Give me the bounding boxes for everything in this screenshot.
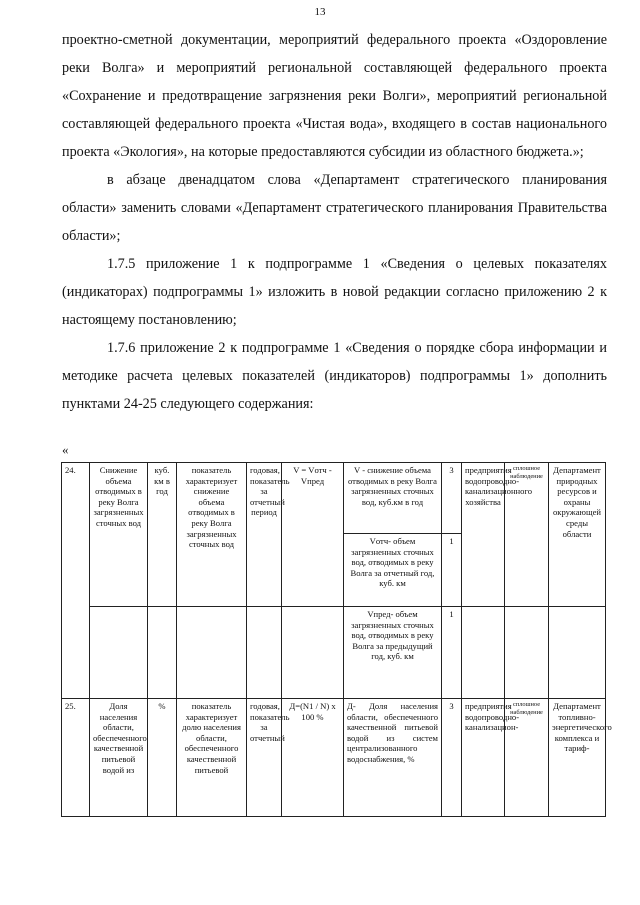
row25-name: Доля населения области, обеспеченного качественной питьевой водой из: [90, 699, 148, 817]
row25-definition: показатель характеризует долю населения области, обеспеченного качественной питьевой: [177, 699, 247, 817]
row25-num: 25.: [62, 699, 90, 817]
row24-var-3-code: 1: [442, 607, 462, 699]
row25-var-1-code: 3: [442, 699, 462, 817]
row24-var-3: Vпред- объем загрязненных сточных вод, отводимых в реку Волга за предыдущий год, куб. км: [344, 607, 442, 699]
row24-empty-responsible: [549, 607, 606, 699]
table-row-24: [62, 463, 606, 534]
row25-period: годовая, показатель за отчетный: [247, 699, 282, 817]
row25-unit: %: [148, 699, 177, 817]
row24-definition: показатель характеризует снижение объема отводимых в реку Волга загрязненных сточных вод: [177, 463, 247, 607]
row24-empty-formula: [282, 607, 344, 699]
indicators-table: [61, 462, 612, 817]
row24-var-2: Vотч- объем загрязненных сточных вод, отводимых в реку Волга за отчетный год, куб. км: [344, 534, 442, 607]
row24-empty-method: [505, 607, 549, 699]
table-row-25: [62, 699, 606, 817]
row24-empty-unit: [148, 607, 177, 699]
row24-empty-definition: [177, 607, 247, 699]
row24-unit: куб. км в год: [148, 463, 177, 607]
row24-var-2-code: 1: [442, 534, 462, 607]
row24-source: предприятия водопроводно-канализационного хозяйства: [462, 463, 505, 607]
paragraph-3: 1.7.5 приложение 1 к подпрограмме 1 «Сведения о целевых показателях (индикаторах) подпрограммы 1» изложить в новой редакции согласно приложению 2 к настоящему постановлению;: [62, 256, 607, 328]
row24-responsible: Департамент природных ресурсов и охраны окружающей среды области: [549, 463, 606, 607]
row25-var-1: Д- Доля населения области, обеспеченного качественной питьевой водой из систем централизованного водоснабжения, %: [344, 699, 442, 817]
row24-num: 24.: [62, 463, 90, 699]
row25-source: предприятия водопроводно-канализацион-: [462, 699, 505, 817]
row24-var-1-code: 3: [442, 463, 462, 534]
row24-empty-period: [247, 607, 282, 699]
row24-method: сплошное наблюдение: [505, 463, 549, 607]
paragraph-2: в абзаце двенадцатом слова «Департамент стратегического планирования области» заменить словами «Департамент стратегического планирования Правительства области»;: [62, 172, 607, 244]
page-number: 13: [314, 6, 326, 18]
row24-var-1: V - снижение объема отводимых в реку Волга загрязненных сточных вод, куб.км в год: [344, 463, 442, 534]
row25-responsible: Департамент топливно-энергетического комплекса и тариф-: [549, 699, 606, 817]
paragraph-1: проектно-сметной документации, мероприятий федерального проекта «Оздоровление реки Волга» и мероприятий региональной составляющей федерального проекта «Сохранение и предотвращение загрязнения реки Волги», мероприятий региональной составляющей федерального проекта «Чистая вода», входящего в состав национального проекта «Экология», на которые предоставляются субсидии из областного бюджета.»;: [62, 32, 607, 160]
row24-empty-source: [462, 607, 505, 699]
body-text: [62, 26, 607, 418]
row25-formula: Д=(N1 / N) x 100 %: [282, 699, 344, 817]
row24-period: годовая, показатель за отчетный период: [247, 463, 282, 607]
paragraph-4: 1.7.6 приложение 2 к подпрограмме 1 «Сведения о порядке сбора информации и методике расчета целевых показателей (индикаторов) подпрограммы 1» дополнить пунктами 24-25 следующего содержания:: [62, 340, 607, 412]
row24-name: Снижение объема отводимых в реку Волга загрязненных сточных вод: [90, 463, 148, 607]
row24-empty-name: [90, 607, 148, 699]
row25-method: сплошное наблюдение: [505, 699, 549, 817]
row24-formula: V = Vотч - Vпред: [282, 463, 344, 607]
opening-quote: «: [62, 442, 69, 457]
